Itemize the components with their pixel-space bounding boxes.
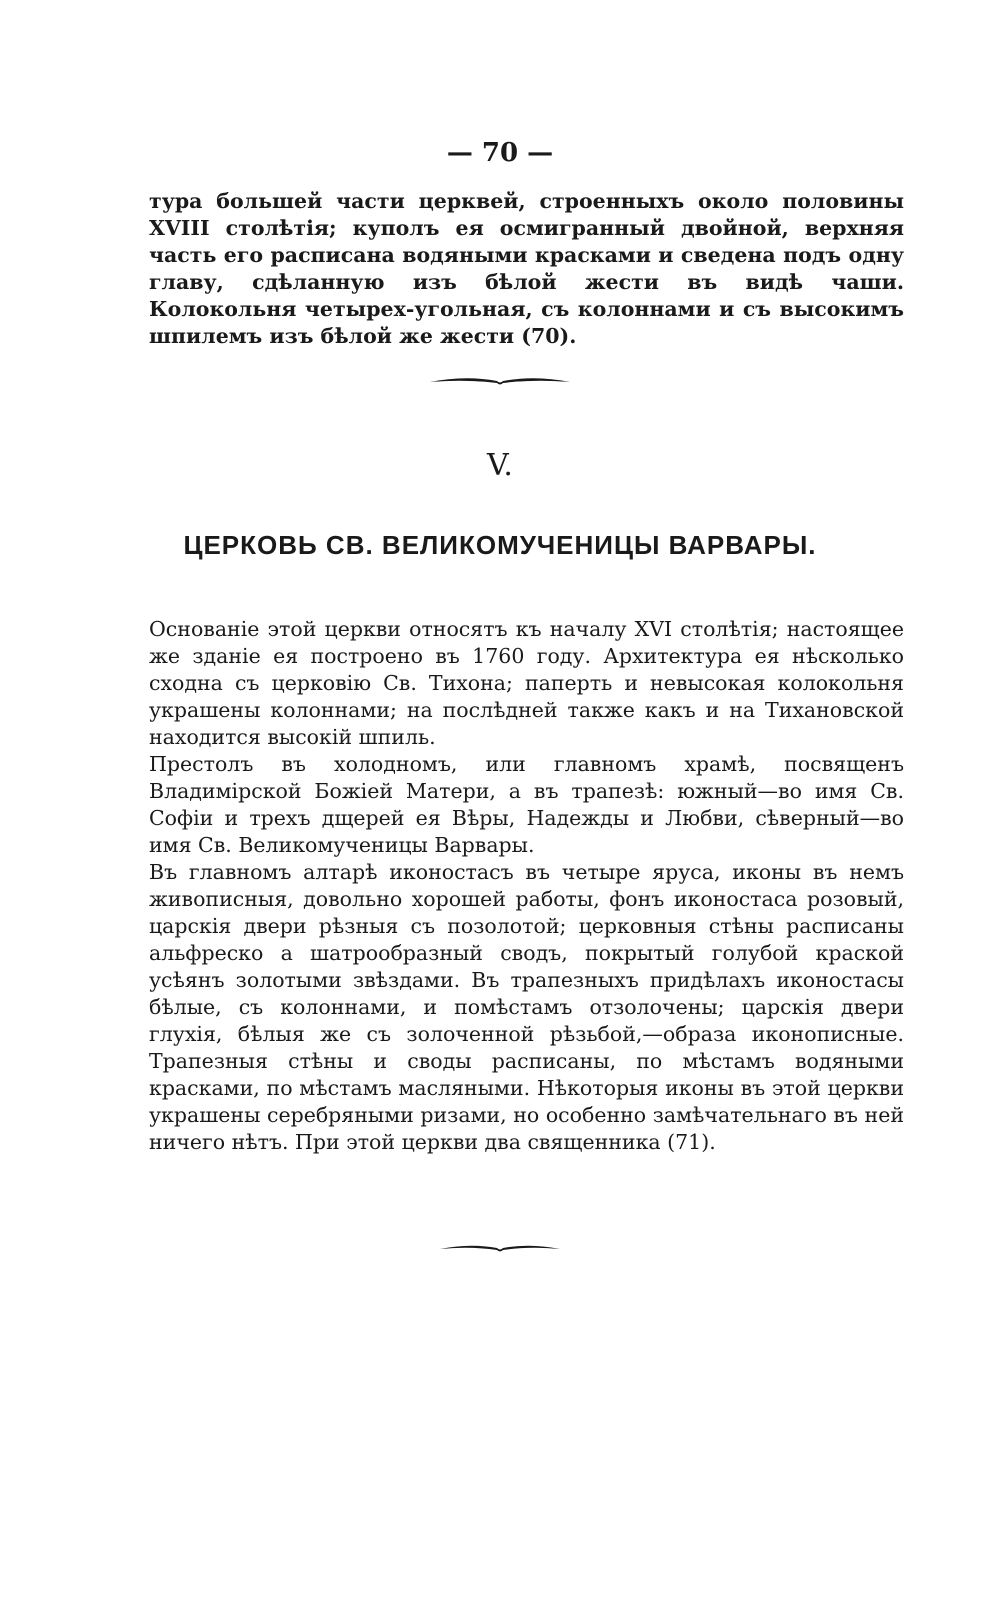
paragraph: Престолъ въ холодномъ, или главномъ храмѣ, посвященъ Владимірской Божіей Матери, а въ трапезѣ: южный—во имя Св. Софіи и трехъ дщерей ея Вѣры, Надежды и Любви, сѣверный—во имя Св. Великомученицы Варвары. [149,752,904,857]
ornament-icon [425,372,575,392]
ornament-icon [435,1240,565,1258]
ornament-divider-bottom [0,1240,1000,1258]
ornament-divider-top [0,372,1000,392]
page-number: — 70 — [446,138,554,168]
section-body [149,616,904,1156]
continuation-paragraph: тура большей части церквей, строенныхъ около половины XVIII столѣтія; куполъ ея осмигранный двойной, верхняя часть его расписана водяными красками и сведена подъ одну главу, сдѣланную изъ бѣлой жести въ видѣ чаши. Колокольня четырех-угольная, съ колоннами и съ высокимъ шпилемъ изъ бѣлой же жести (70). [149,189,904,348]
section-number: V. [487,448,513,483]
section-title: ЦЕРКОВЬ СВ. ВЕЛИКОМУЧЕНИЦЫ ВАРВАРЫ. [183,530,817,560]
paragraph: Основаніе этой церкви относятъ къ началу XVI столѣтія; настоящее же зданіе ея построено въ 1760 году. Архитектура ея нѣсколько сходна съ церковію Св. Тихона; паперть и невысокая колокольня украшены колоннами; на послѣдней также какъ и на Тихановской находится высокій шпиль. [149,617,904,749]
paragraph: Въ главномъ алтарѣ иконостасъ въ четыре яруса, иконы въ немъ живописныя, довольно хорошей работы, фонъ иконостаса розовый, царскія двери рѣзныя съ позолотой; церковныя стѣны расписаны альфреско а шатрообразный сводъ, покрытый голубой краской усѣянъ золотыми звѣздами. Въ трапезныхъ придѣлахъ иконостасы бѣлые, съ колоннами, и помѣстамъ отзолочены; царскія двери глухія, бѣлыя же съ золоченной рѣзьбой,—образа иконописные. Трапезныя стѣны и своды расписаны, по мѣстамъ водяными красками, по мѣстамъ масляными. Нѣкоторыя иконы въ этой церкви украшены серебряными ризами, но особенно замѣчательнаго въ ней ничего нѣтъ. При этой церкви два священника (71). [149,860,904,1154]
